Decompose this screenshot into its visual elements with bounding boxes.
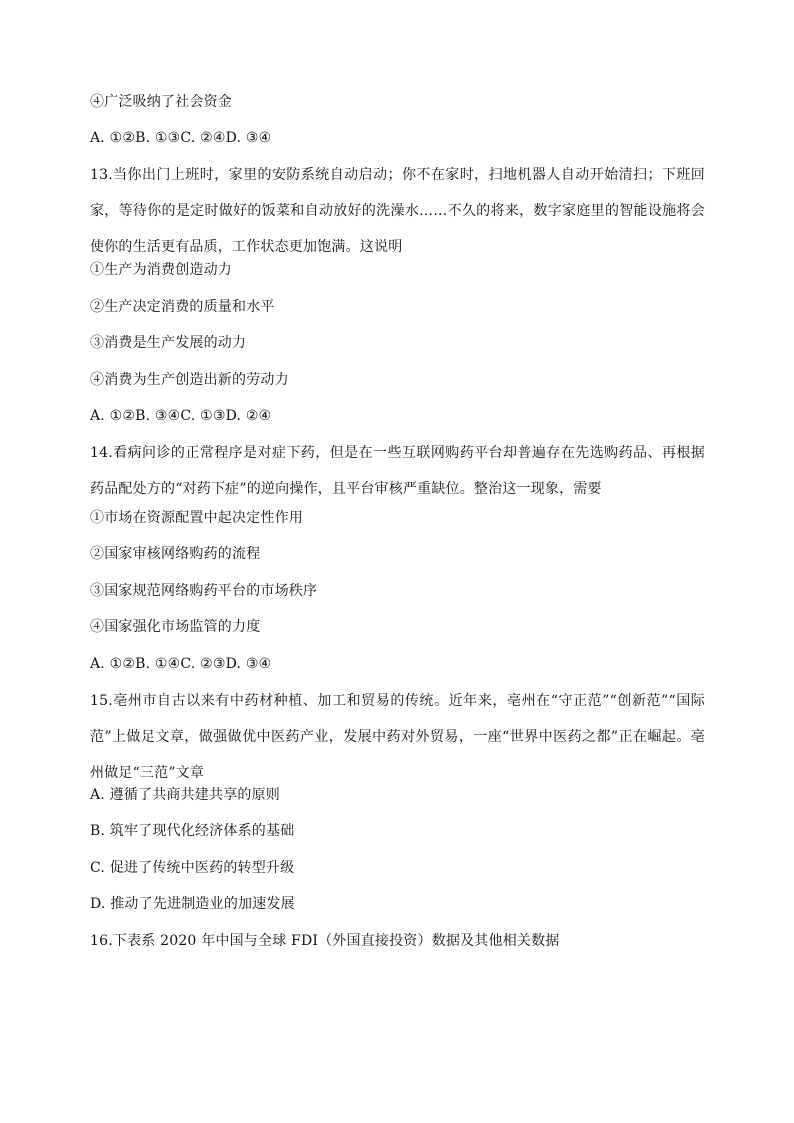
q12-option-4: ④广泛吸纳了社会资金 <box>90 94 232 110</box>
q15-option-a: A. 遵循了共商共建共享的原则 <box>90 787 281 803</box>
q14-answer-choices: A. ①②B. ①④C. ②③D. ③④ <box>90 656 272 672</box>
q15-option-c: C. 促进了传统中医药的转型升级 <box>90 860 295 876</box>
q16-stem: 16.下表系 2020 年中国与全球 FDI（外国直接投资）数据及其他相关数据 <box>90 933 560 949</box>
q15-option-b: B. 筑牢了现代化经济体系的基础 <box>90 823 295 839</box>
q13-option-2: ②生产决定消费的质量和水平 <box>90 299 275 315</box>
q13-stem: 13.当你出门上班时，家里的安防系统自动启动；你不在家时，扫地机器人自动开始清扫；下班回家，等待你的是定时做好的饭菜和自动放好的洗澡水……不久的将来，数字家庭里的智能设施将会使你的生活更有品质，工作状态更加饱满。这说明 <box>90 167 705 255</box>
q12-answer-choices: A. ①②B. ①③C. ②④D. ③④ <box>90 130 272 146</box>
q15-stem: 15.亳州市自古以来有中药材种植、加工和贸易的传统。近年来，亳州在“守正范”“创新范”“国际范”上做足文章，做强做优中医药产业，发展中药对外贸易，一座“世界中医药之都”正在崛起。亳州做足“三范”文章 <box>90 693 705 781</box>
q13-option-4: ④消费为生产创造出新的劳动力 <box>90 372 289 388</box>
q13-option-3: ③消费是生产发展的动力 <box>90 335 247 351</box>
q13-answer-choices: A. ①②B. ③④C. ①③D. ②④ <box>90 408 272 424</box>
q14-option-4: ④国家强化市场监管的力度 <box>90 619 261 635</box>
q14-option-3: ③国家规范网络购药平台的市场秩序 <box>90 583 318 599</box>
q15-option-d: D. 推动了先进制造业的加速发展 <box>90 896 295 912</box>
q14-option-2: ②国家审核网络购药的流程 <box>90 546 261 562</box>
q13-option-1: ①生产为消费创造动力 <box>90 262 232 278</box>
q14-option-1: ①市场在资源配置中起决定性作用 <box>90 510 303 526</box>
q14-stem: 14.看病问诊的正常程序是对症下药，但是在一些互联网购药平台却普遍存在先选购药品、再根据药品配处方的“对药下症”的逆向操作，且平台审核严重缺位。整治这一现象，需要 <box>90 445 705 497</box>
